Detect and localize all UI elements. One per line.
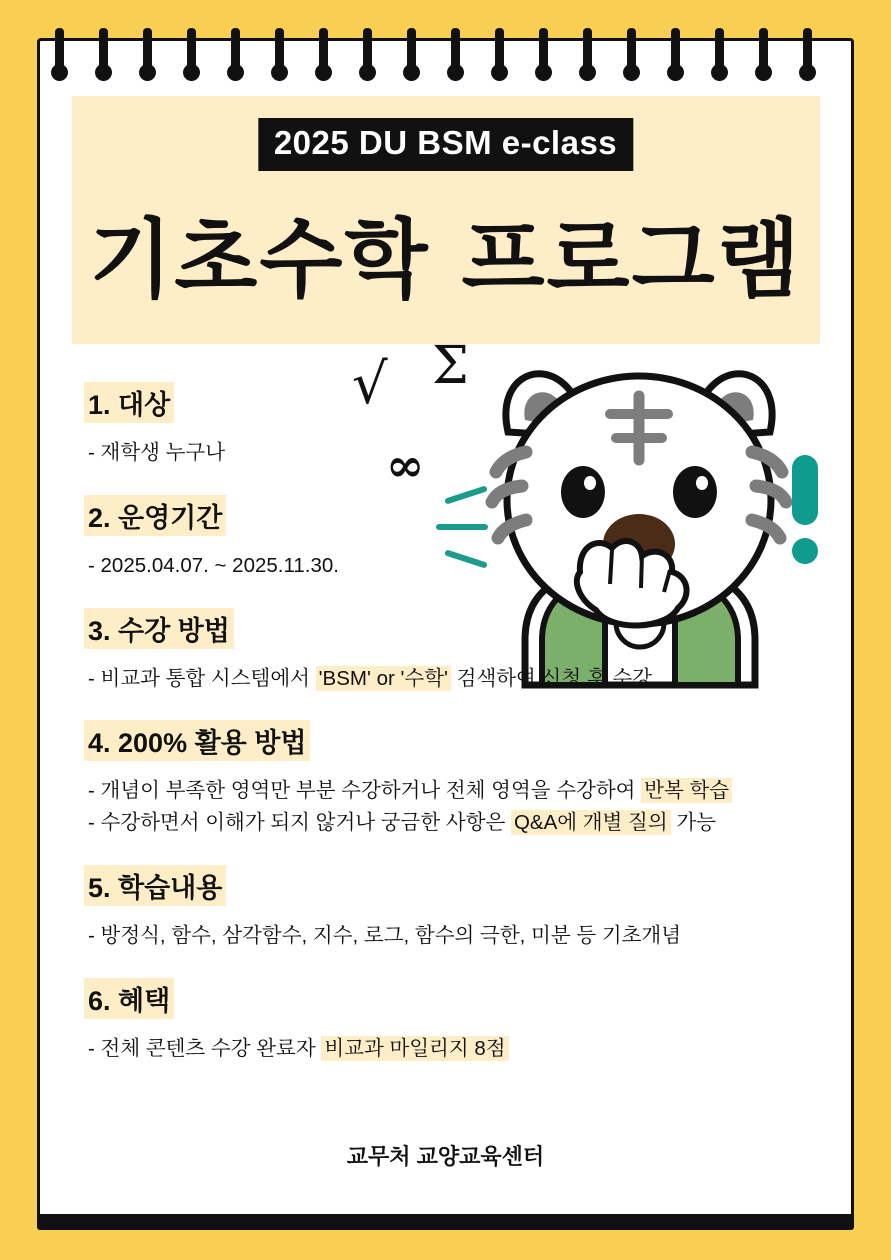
poster-content [84,382,784,1090]
section-body [88,437,784,469]
poster-section [84,495,784,582]
section-heading: 6. 혜택 [84,978,174,1019]
spiral-ring [407,28,416,72]
spiral-ring [759,28,768,72]
spiral-ring [671,28,680,72]
spiral-ring [715,28,724,72]
sigma-icon: Σ [432,336,469,396]
spiral-ring [803,28,812,72]
infinity-icon: ∞ [386,438,425,492]
plain-text: 가능 [670,811,716,835]
plain-text: - 재학생 누구나 [88,441,226,464]
poster-section [84,608,784,695]
poster-section [84,720,784,839]
section-line [88,920,784,952]
plain-text: - 비교과 통합 시스템에서 [88,666,316,690]
poster-footer: 교무처 교양교육센터 [346,1144,545,1169]
highlighted-text: Q&A에 개별 질의 [511,810,671,835]
spiral-ring [143,28,152,72]
spiral-ring [363,28,372,72]
section-body [88,550,784,582]
spiral-ring [55,28,64,72]
section-body [88,1033,784,1065]
section-heading: 5. 학습내용 [84,865,226,906]
spiral-ring [275,28,284,72]
section-line [88,807,784,839]
poster-section [84,978,784,1065]
highlighted-text: 'BSM' or '수학' [316,666,451,691]
plain-text: - 개념이 부족한 영역만 부분 수강하거나 전체 영역을 수강하여 [88,779,642,803]
poster-section [84,865,784,952]
section-body [88,663,784,695]
spiral-ring [627,28,636,72]
section-body [88,775,784,839]
spiral-ring [539,28,548,72]
spiral-ring [231,28,240,72]
section-line [88,775,784,807]
square-root-icon: √ [352,352,388,417]
spiral-ring [495,28,504,72]
poster-title: 기초수학 프로그램 [89,210,802,310]
section-heading: 4. 200% 활용 방법 [84,720,310,761]
section-heading: 3. 수강 방법 [84,608,234,649]
plain-text: - 전체 콘텐츠 수강 완료자 [88,1036,322,1060]
highlighted-text: 반복 학습 [641,778,732,803]
section-line [88,1033,784,1065]
spiral-ring [187,28,196,72]
highlighted-text: 비교과 마일리지 8점 [321,1036,508,1061]
plain-text: 검색하여 신청 후 수강 [450,666,652,690]
section-body [88,920,784,952]
section-line [88,437,784,469]
spiral-ring [319,28,328,72]
plain-text: - 수강하면서 이해가 되지 않거나 궁금한 사항은 [88,811,511,835]
poster-section [84,382,784,469]
section-heading: 2. 운영기간 [84,495,226,536]
spiral-ring [451,28,460,72]
plain-text: - 방정식, 함수, 삼각함수, 지수, 로그, 함수의 극한, 미분 등 기초개념 [88,923,682,947]
page-bottom-bar [37,1214,854,1230]
section-heading: 1. 대상 [84,382,174,423]
spiral-ring [99,28,108,72]
plain-text: - 2025.04.07. ~ 2025.11.30. [88,553,339,577]
spiral-ring [583,28,592,72]
section-line [88,550,784,582]
spiral-binding [37,28,854,88]
poster-kicker: 2025 DU BSM e-class [258,118,633,171]
section-line [88,663,784,695]
